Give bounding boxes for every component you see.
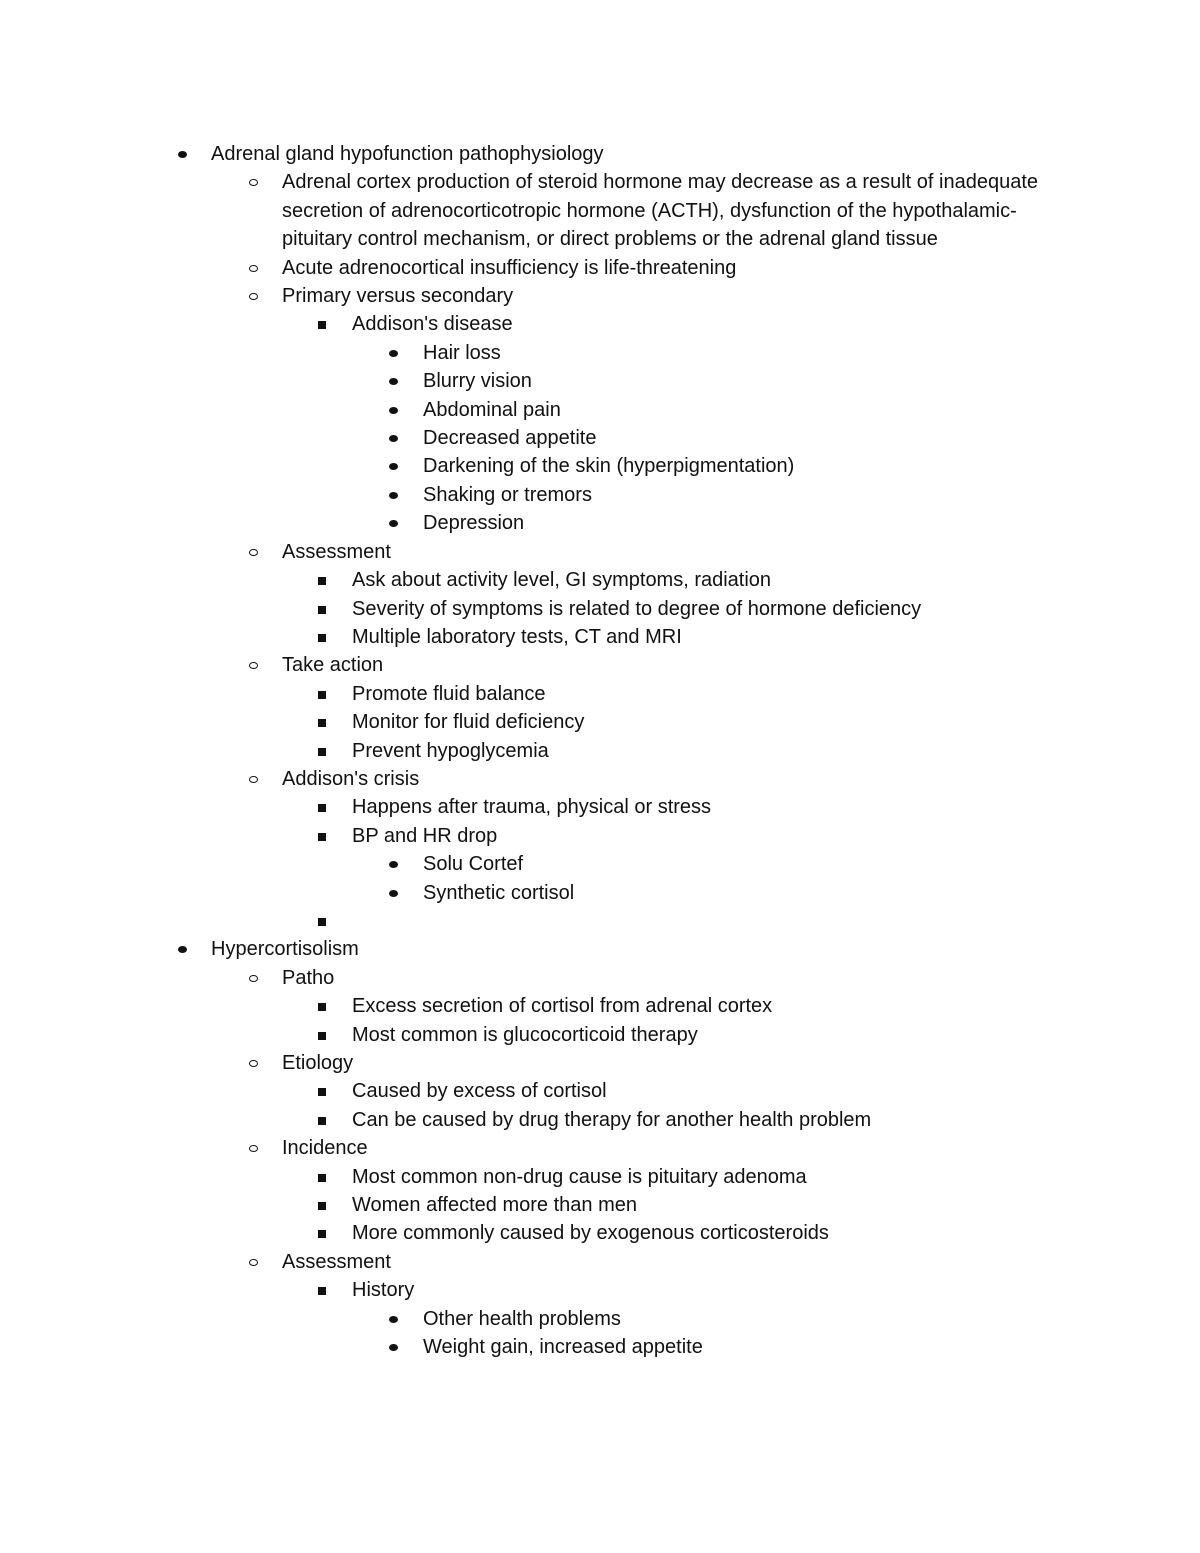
square-bullet-icon — [318, 833, 326, 841]
list-item — [0, 1049, 1200, 1077]
list-item — [0, 708, 1200, 736]
circle-bullet-icon — [249, 293, 258, 300]
list-item — [0, 737, 1200, 765]
list-item-text: Abdominal pain — [423, 398, 561, 421]
list-item — [0, 1219, 1200, 1247]
list-item — [0, 680, 1200, 708]
list-item — [0, 1191, 1200, 1219]
list-item-text: Prevent hypoglycemia — [352, 739, 549, 762]
square-bullet-icon — [318, 691, 326, 699]
list-item — [0, 452, 1200, 480]
square-bullet-icon — [318, 1003, 326, 1011]
list-item-text: Assessment — [282, 1250, 391, 1273]
square-bullet-icon — [318, 748, 326, 756]
square-bullet-icon — [318, 606, 326, 614]
section-heading: Adrenal gland hypofunction pathophysiology — [211, 143, 604, 165]
list-item-text: Etiology — [282, 1052, 354, 1074]
square-bullet-icon — [318, 321, 326, 329]
list-item — [0, 538, 1200, 566]
list-item — [0, 509, 1200, 537]
list-item-text: BP and HR drop — [352, 824, 498, 847]
list-item — [0, 1305, 1200, 1333]
list-item — [0, 595, 1200, 623]
list-item-text: Addison's disease — [352, 313, 513, 336]
list-item-text: Shaking or tremors — [423, 483, 592, 506]
list-item-text: Assessment — [282, 540, 391, 563]
list-item-text: Most common non-drug cause is pituitary adenoma — [352, 1165, 807, 1188]
list-item — [0, 1077, 1200, 1105]
list-item-text: Promote fluid balance — [352, 682, 546, 705]
list-item-text: Take action — [282, 654, 384, 677]
list-item — [0, 282, 1200, 310]
list-item-text: Synthetic cortisol — [423, 881, 575, 904]
document-body — [0, 140, 1200, 1361]
list-item-text: Most common is glucocorticoid therapy — [352, 1023, 698, 1046]
list-item — [0, 623, 1200, 651]
square-bullet-icon — [318, 1117, 326, 1125]
square-bullet-icon — [318, 1174, 326, 1182]
list-item-text: Women affected more than men — [352, 1194, 637, 1217]
disc-bullet-icon — [389, 350, 398, 357]
disc-bullet-icon — [389, 407, 398, 414]
list-item — [0, 765, 1200, 793]
list-item — [0, 1021, 1200, 1049]
square-bullet-icon — [318, 1230, 326, 1238]
list-item-text: Ask about activity level, GI symptoms, radiation — [352, 569, 772, 592]
list-item-text: Depression — [423, 512, 525, 535]
list-item-text: Adrenal cortex production of steroid hormone may decrease as a result of inadequate secretion of adrenocorticotropic hormone (ACTH), dysfunction of the hypothalamic-pituitary control mechanism, or direct problems or the adrenal gland tissue — [282, 171, 1038, 251]
list-item-text: Severity of symptoms is related to degree of hormone deficiency — [352, 597, 922, 620]
list-item-text: Blurry vision — [423, 370, 532, 393]
list-item-text: Primary versus secondary — [282, 285, 514, 308]
circle-bullet-icon — [249, 776, 258, 783]
disc-bullet-icon — [178, 151, 187, 158]
section-heading: Hypercortisolism — [211, 938, 359, 961]
list-item-text: Decreased appetite — [423, 427, 597, 450]
list-item-text: History — [352, 1279, 415, 1302]
list-item — [0, 367, 1200, 395]
square-bullet-icon — [318, 719, 326, 727]
disc-bullet-icon — [389, 1316, 398, 1323]
list-item — [0, 140, 1200, 168]
list-item-text: Darkening of the skin (hyperpigmentation) — [423, 455, 795, 478]
square-bullet-icon — [318, 577, 326, 585]
square-bullet-icon — [318, 804, 326, 812]
list-item-text: Hair loss — [423, 341, 501, 364]
square-bullet-icon — [318, 1202, 326, 1210]
list-item — [0, 424, 1200, 452]
square-bullet-icon — [318, 1032, 326, 1040]
list-item — [0, 1106, 1200, 1134]
list-item — [0, 1248, 1200, 1276]
list-item-text: Patho — [282, 966, 335, 989]
list-item — [0, 651, 1200, 679]
list-item — [0, 396, 1200, 424]
square-bullet-icon — [318, 1287, 326, 1295]
disc-bullet-icon — [389, 890, 398, 897]
list-item-text: Incidence — [282, 1137, 368, 1160]
list-item-text: Weight gain, increased appetite — [423, 1336, 703, 1359]
list-item-text: Can be caused by drug therapy for another health problem — [352, 1108, 872, 1131]
list-item — [0, 879, 1200, 907]
list-item-text — [0, 907, 1200, 935]
list-item — [0, 793, 1200, 821]
list-item — [0, 1333, 1200, 1361]
list-item — [0, 481, 1200, 509]
list-item — [0, 964, 1200, 992]
square-bullet-icon — [318, 1088, 326, 1096]
list-item — [0, 1276, 1200, 1304]
list-item-text: Other health problems — [423, 1307, 621, 1330]
list-item-text: Multiple laboratory tests, CT and MRI — [352, 625, 682, 648]
list-item-text: Monitor for fluid deficiency — [352, 711, 585, 734]
disc-bullet-icon — [389, 1344, 398, 1351]
list-item-text: Solu Cortef — [423, 853, 524, 876]
list-item — [0, 566, 1200, 594]
list-item-text: More commonly caused by exogenous corticosteroids — [352, 1222, 829, 1245]
list-item — [0, 310, 1200, 338]
list-item — [0, 822, 1200, 850]
list-item-text: Caused by excess of cortisol — [352, 1080, 607, 1103]
circle-bullet-icon — [249, 1060, 258, 1067]
square-bullet-icon — [318, 918, 326, 926]
list-item — [0, 935, 1200, 963]
list-item — [0, 1163, 1200, 1191]
circle-bullet-icon — [249, 1259, 258, 1266]
disc-bullet-icon — [389, 492, 398, 499]
circle-bullet-icon — [249, 549, 258, 556]
list-item-empty — [0, 907, 1200, 935]
circle-bullet-icon — [249, 265, 258, 272]
list-item — [0, 1134, 1200, 1162]
disc-bullet-icon — [389, 435, 398, 442]
list-item — [0, 850, 1200, 878]
circle-bullet-icon — [249, 975, 258, 982]
list-item-text: Acute adrenocortical insufficiency is life-threatening — [282, 256, 737, 279]
list-item — [0, 254, 1200, 282]
list-item-text: Excess secretion of cortisol from adrenal cortex — [352, 995, 773, 1018]
list-item — [0, 992, 1200, 1020]
list-item-text: Addison's crisis — [282, 767, 420, 790]
list-item — [0, 339, 1200, 367]
list-item-text: Happens after trauma, physical or stress — [352, 796, 712, 819]
list-item — [0, 168, 1200, 253]
square-bullet-icon — [318, 634, 326, 642]
